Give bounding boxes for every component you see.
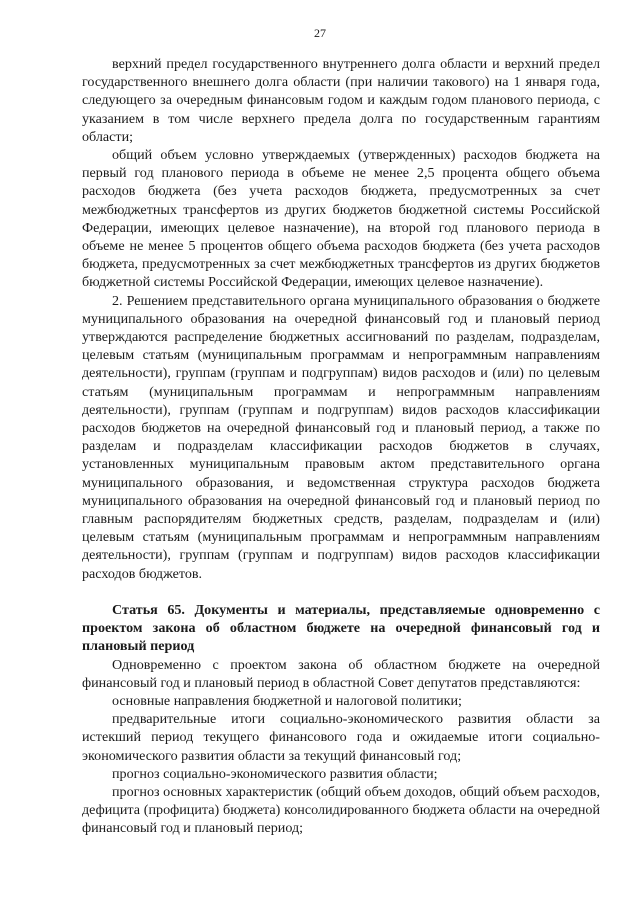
paragraph: основные направления бюджетной и налоговой политики; (112, 692, 462, 709)
paragraph: 2. Решением представительного органа муниципального образования о бюджете муниципального образования на очередной финансовый год и плановый период утверждаются распределение бюджетных ассигнований по разделам, подразделам, целевым статьям (муниципальным программам и непрограммным направлениям деятельности), группам (группам и подгруппам) видов расходов и (или) по целевым статьям (муниципальным программам и непрограммным направлениям деятельности), группам (группам и подгруппам) видов расходов классификации расходов бюджетов на очередной финансовый год и плановый период, а также по разделам и подразделам классификации расходов бюджетов в случаях, установленных муниципальным правовым актом представительного органа муниципального образования, и ведомственная структура расходов бюджета муниципального образования на очередной финансовый год и плановый период по главным распорядителям бюджетных средств, разделам, подразделам и (или) целевым статьям (муниципальным программам и непрограммным направлениям деятельности), группам (группам и подгруппам) видов расходов классификации расходов бюджетов. (82, 292, 600, 582)
paragraph: общий объем условно утверждаемых (утвержденных) расходов бюджета на первый год планового периода в объеме не менее 2,5 процента общего объема расходов бюджета (без учета расходов бюджета, предусмотренных за счет межбюджетных трансфертов из других бюджетов бюджетной системы Российской Федерации, имеющих целевое назначение), на второй год планового периода в объеме не менее 5 процентов общего объема расходов бюджета (без учета расходов бюджета, предусмотренных за счет межбюджетных трансфертов из других бюджетов бюджетной системы Российской Федерации, имеющих целевое назначение). (82, 147, 600, 291)
document-body (82, 55, 600, 838)
page-number: 27 (314, 26, 326, 40)
paragraph: Одновременно с проектом закона об областном бюджете на очередной финансовый год и плановый период в областной Совет депутатов представляются: (82, 656, 600, 691)
paragraph: прогноз социально-экономического развития области; (112, 765, 438, 782)
paragraph: предварительные итоги социально-экономического развития области за истекший период текущего финансового года и ожидаемые итоги социально-экономического развития области за текущий финансовый год; (82, 711, 600, 764)
paragraph: верхний предел государственного внутреннего долга области и верхний предел государственного внешнего долга области (при наличии такового) на 1 января года, следующего за очередным финансовым годом и каждым годом планового периода, с указанием в том числе верхнего предела долга по государственным гарантиям области; (82, 56, 600, 145)
paragraph: прогноз основных характеристик (общий объем доходов, общий объем расходов, дефицита (профицита) бюджета) консолидированного бюджета области на очередной финансовый год и плановый период; (82, 783, 600, 837)
article-heading: Статья 65. Документы и материалы, представляемые одновременно с проектом закона об областном бюджете на очередной финансовый год и плановый период (82, 601, 600, 655)
